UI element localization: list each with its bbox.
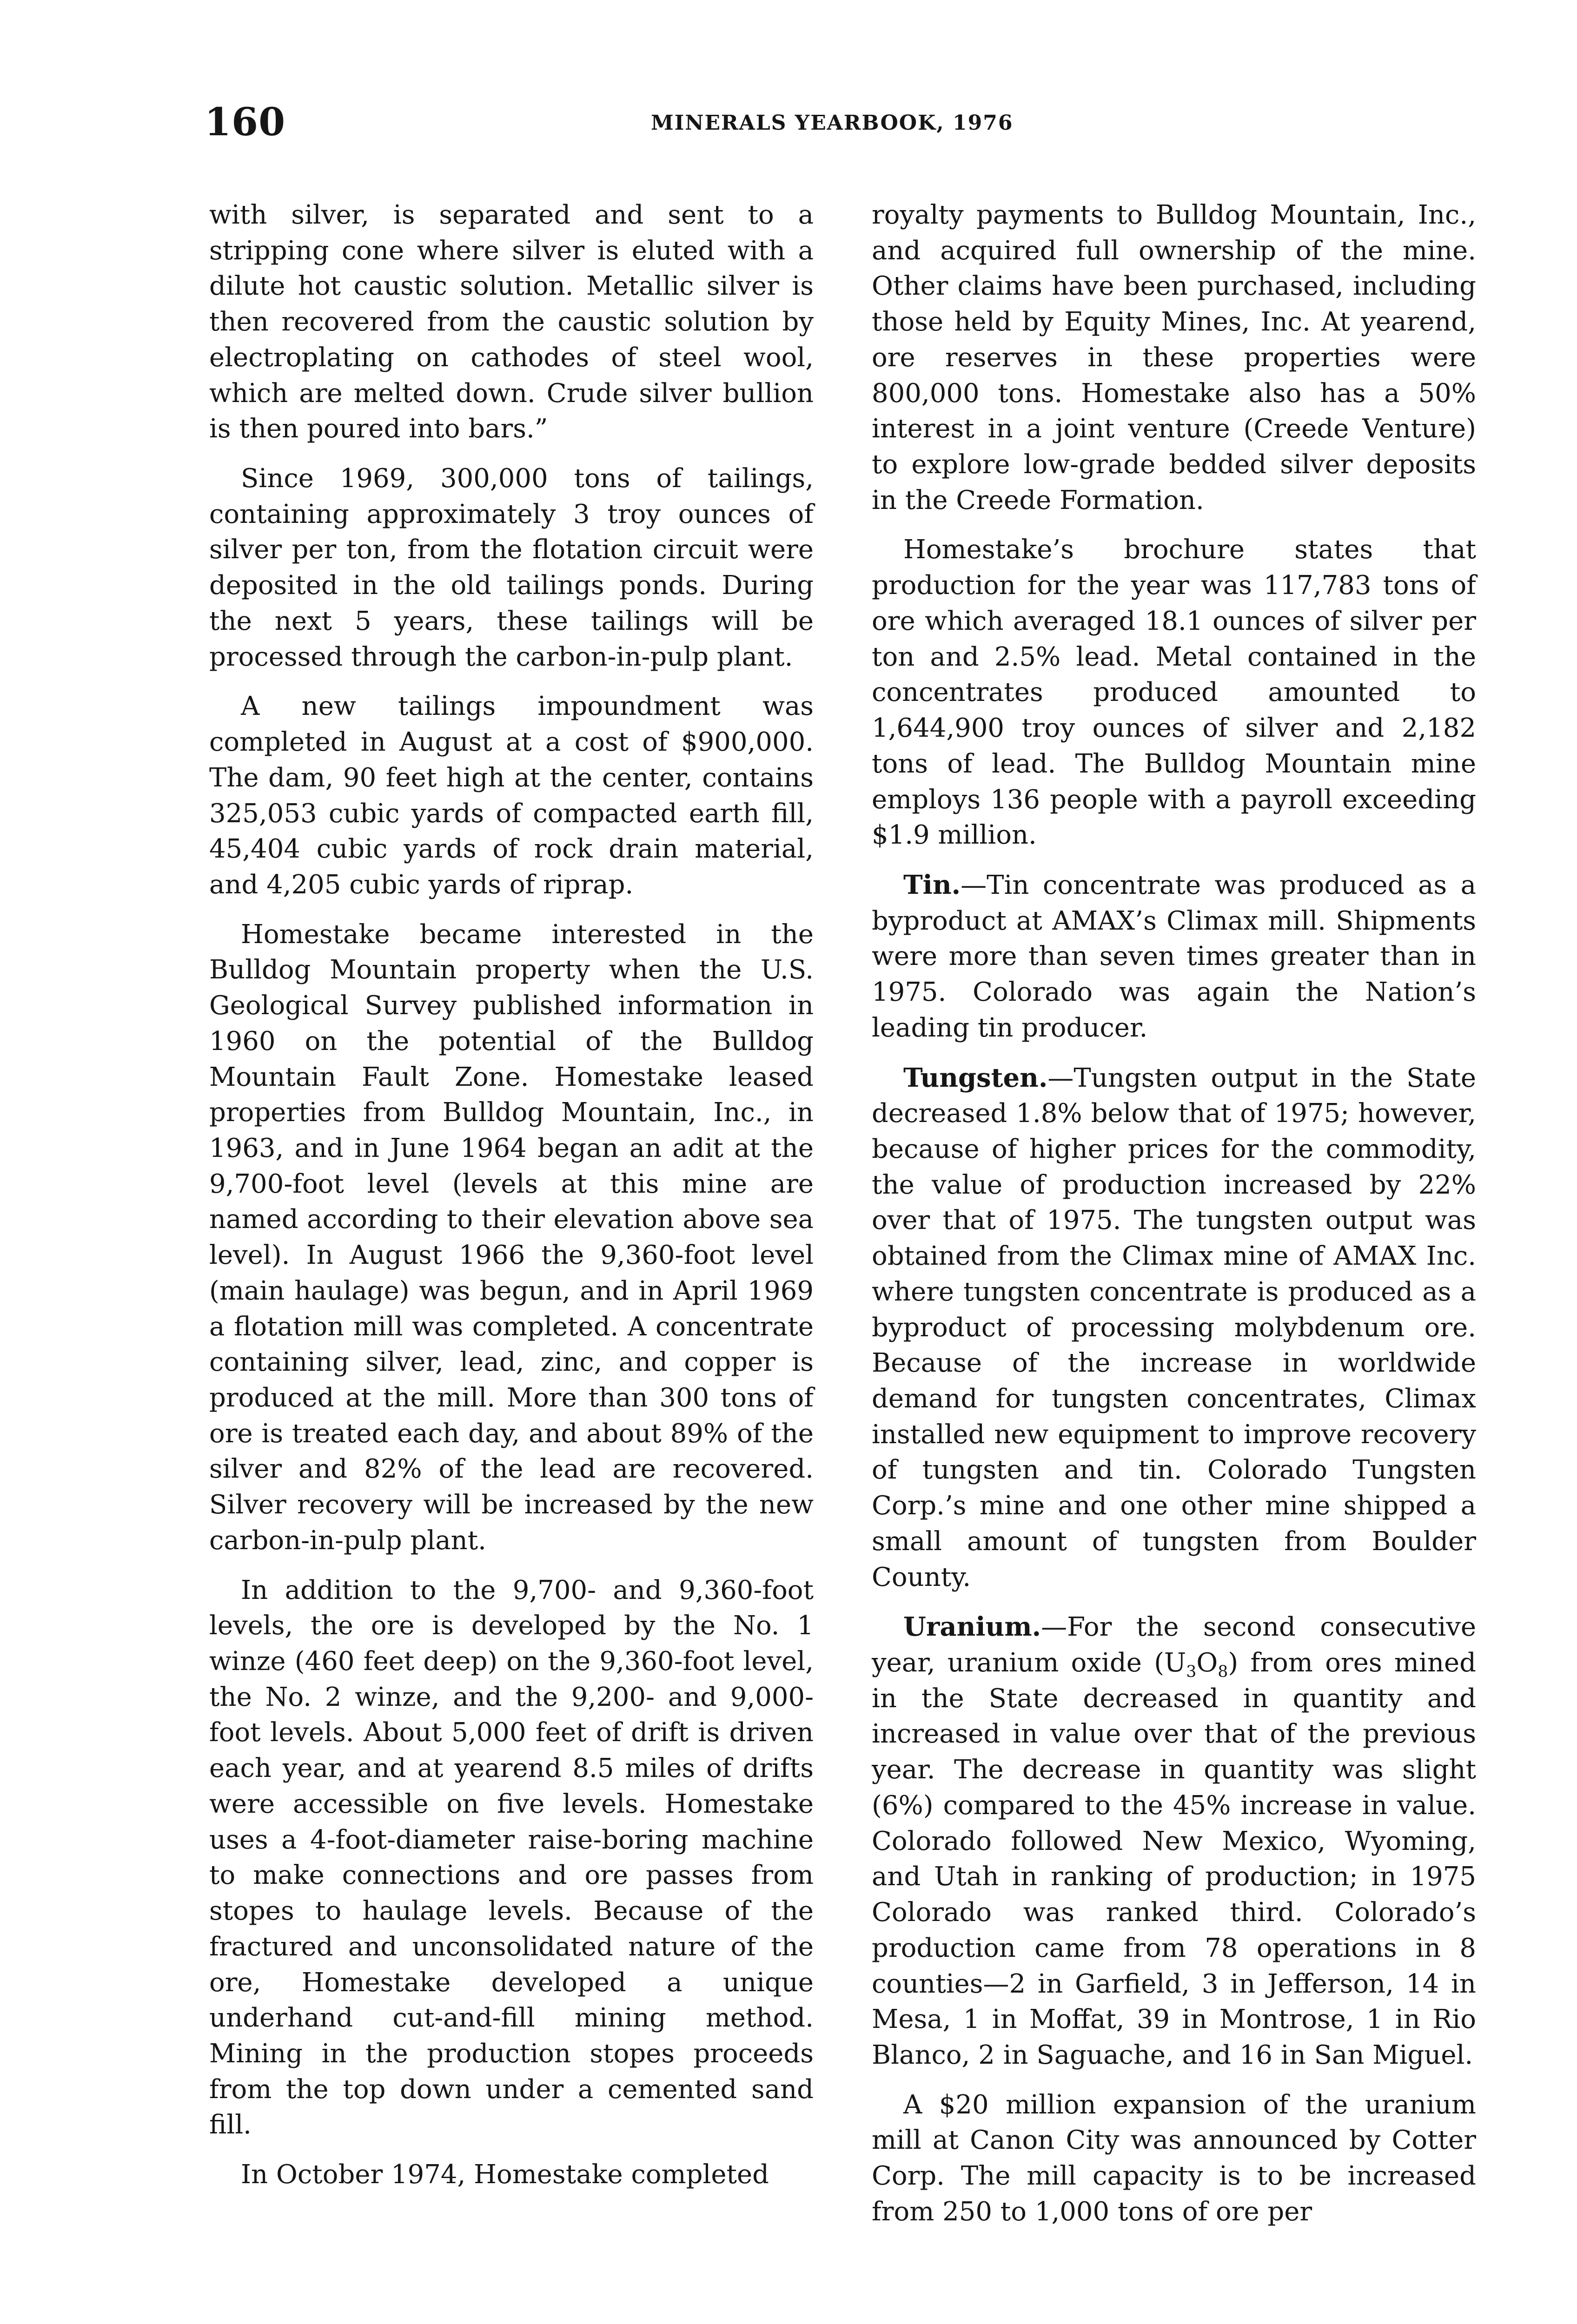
page-header [205, 100, 1502, 156]
uranium-heading: Uranium. [903, 1611, 1041, 1643]
uranium-text: —For the second consecutive year, uranium oxide (U [872, 1612, 1476, 1678]
uranium-text: O [1196, 1648, 1218, 1678]
running-title: MINERALS YEARBOOK, 1976 [651, 111, 1014, 135]
tin-section [872, 867, 1476, 1046]
paragraph: In October 1974, Homestake completed [241, 2159, 769, 2190]
left-column [209, 198, 814, 2207]
tungsten-heading: Tungsten. [903, 1062, 1048, 1093]
tungsten-section [872, 1060, 1476, 1596]
right-column [872, 198, 1476, 2244]
paragraph: royalty payments to Bulldog Mountain, Inc., and acquired full ownership of the mine. Other claims have been purchased, including those held by Equity Mines, Inc. At yearend, ore reserves in these properties were 800,000 tons. Homestake also has a 50% interest in a joint venture (Creede Venture) to explore low-grade bedded silver deposits in the Creede Formation. [872, 200, 1476, 515]
uranium-text: ) from ores mined in the State decreased in quantity and increased in value over that of the previous year. The decrease in quantity was slight (6%) compared to the 45% increase in value. Colorado followed New Mexico, Wyoming, and Utah in ranking of production; in 1975 Colorado was ranked third. Colorado’s production came from 78 operations in 8 counties—2 in Garfield, 3 in Jefferson, 14 in Mesa, 1 in Moffat, 39 in Montrose, 1 in Rio Blanco, 2 in Saguache, and 16 in San Miguel. [872, 1648, 1476, 2070]
paragraph: Homestake became interested in the Bulldog Mountain property when the U.S. Geological Survey published information in 1960 on the potential of the Bulldog Mountain Fault Zone. Homestake leased properties from Bulldog Mountain, Inc., in 1963, and in June 1964 began an adit at the 9,700-foot level (levels at this mine are named according to their elevation above sea level). In August 1966 the 9,360-foot level (main haulage) was begun, and in April 1969 a flotation mill was completed. A concentrate containing silver, lead, zinc, and copper is produced at the mill. More than 300 tons of ore is treated each day, and about 89% of the silver and 82% of the lead are recovered. Silver recovery will be increased by the new carbon-in-pulp plant. [209, 919, 814, 1556]
paragraph: Since 1969, 300,000 tons of tailings, containing approximately 3 troy ounces of silver per ton, from the flotation circuit were deposited in the old tailings ponds. During the next 5 years, these tailings will be processed through the carbon-in-pulp plant. [209, 463, 814, 672]
subscript: 3 [1186, 1663, 1197, 1682]
uranium-section [872, 1609, 1476, 2073]
tungsten-text: —Tungsten output in the State decreased 1.8% below that of 1975; however, because of higher prices for the commodity, the value of production increased by 22% over that of 1975. The tungsten output was obtained from the Climax mine of AMAX Inc. where tungsten concentrate is produced as a byproduct of processing molybdenum ore. Because of the increase in worldwide demand for tungsten concentrates, Climax installed new equipment to improve recovery of tungsten and tin. Colorado Tungsten Corp.’s mine and one other mine shipped a small amount of tungsten from Boulder County. [872, 1063, 1476, 1592]
page-number: 160 [205, 100, 286, 145]
tin-text: —Tin concentrate was produced as a byproduct at AMAX’s Climax mill. Shipments were more than seven times greater than in 1975. Colorado was again the Nation’s leading tin producer. [872, 870, 1476, 1043]
paragraph: Homestake’s brochure states that production for the year was 117,783 tons of ore which averaged 18.1 ounces of silver per ton and 2.5% lead. Metal contained in the concentrates produced amounted to 1,644,900 troy ounces of silver and 2,182 tons of lead. The Bulldog Mountain mine employs 136 people with a payroll exceeding $1.9 million. [872, 535, 1476, 851]
paragraph: A new tailings impoundment was completed in August at a cost of $900,000. The dam, 90 feet high at the center, contains 325,053 cubic yards of compacted earth fill, 45,404 cubic yards of rock drain material, and 4,205 cubic yards of riprap. [209, 691, 814, 900]
paragraph: In addition to the 9,700- and 9,360-foot levels, the ore is developed by the No. 1 winze (460 feet deep) on the 9,360-foot level, the No. 2 winze, and the 9,200- and 9,000-foot levels. About 5,000 feet of drift is driven each year, and at yearend 8.5 miles of drifts were accessible on five levels. Homestake uses a 4-foot-diameter raise-boring machine to make connections and ore passes from stopes to haulage levels. Because of the fractured and unconsolidated nature of the ore, Homestake developed a unique underhand cut-and-fill mining method. Mining in the production stopes proceeds from the top down under a cemented sand fill. [209, 1575, 814, 2140]
paragraph: with silver, is separated and sent to a stripping cone where silver is eluted with a dilute hot caustic solution. Metallic silver is then recovered from the caustic solution by electroplating on cathodes of steel wool, which are melted down. Crude silver bullion is then poured into bars.” [209, 200, 814, 444]
subscript: 8 [1218, 1663, 1228, 1682]
tin-heading: Tin. [903, 869, 961, 900]
paragraph: A $20 million expansion of the uranium mill at Canon City was announced by Cotter Corp. The mill capacity is to be increased from 250 to 1,000 tons of ore per [872, 2089, 1476, 2227]
